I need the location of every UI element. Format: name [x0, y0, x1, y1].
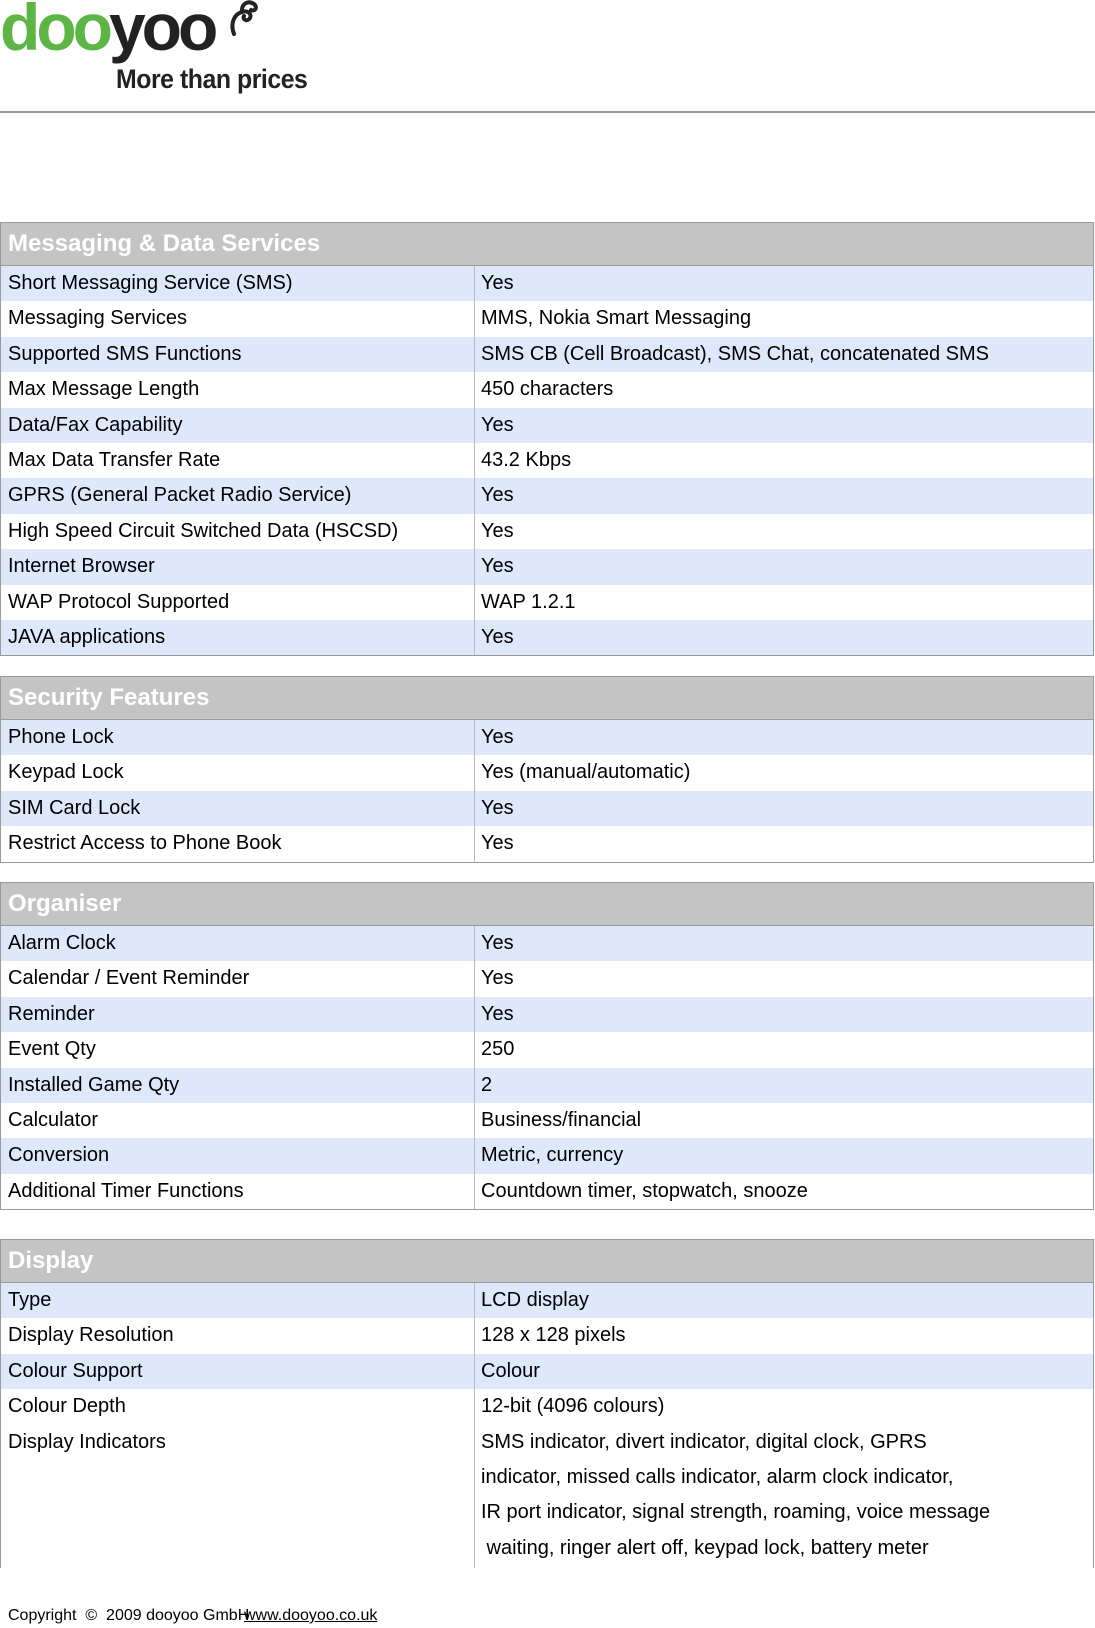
table-row: [1, 620, 1093, 655]
spec-value: Yes: [481, 832, 514, 855]
section-title: Messaging & Data Services: [1, 223, 1093, 266]
spec-label: Max Message Length: [1, 372, 475, 407]
section-messaging-data: [0, 222, 1094, 656]
table-row: [1, 961, 1093, 996]
table-row: [1, 514, 1093, 549]
spec-value: LCD display: [481, 1289, 589, 1311]
logo-word-dark: yoo: [108, 0, 215, 64]
spec-label: WAP Protocol Supported: [1, 585, 475, 620]
spec-label: Type: [1, 1283, 475, 1318]
table-row: [1, 1318, 1093, 1353]
spec-rows: [1, 266, 1093, 655]
spec-value-line: IR port indicator, signal strength, roaming, voice message: [481, 1501, 991, 1524]
spec-label: Colour Support: [1, 1354, 475, 1389]
section-organiser: [0, 882, 1094, 1210]
spec-value: 43.2 Kbps: [481, 448, 572, 471]
spec-value: Business/financial: [481, 1108, 642, 1131]
spec-label: Internet Browser: [1, 549, 475, 584]
logo-swirl-icon: [228, 0, 258, 36]
dooyoo-link[interactable]: www.dooyoo.co.uk: [244, 1607, 378, 1624]
table-row: [1, 301, 1093, 336]
spec-label: Messaging Services: [1, 301, 475, 336]
spec-value: Yes: [481, 555, 514, 578]
spec-value: Countdown timer, stopwatch, snooze: [481, 1179, 808, 1202]
spec-label: Additional Timer Functions: [1, 1174, 475, 1209]
spec-label: Max Data Transfer Rate: [1, 443, 475, 478]
table-row: [1, 1354, 1093, 1389]
table-row-display-indicators: [1, 1425, 1093, 1568]
table-row: [1, 997, 1093, 1032]
spec-label: Short Messaging Service (SMS): [1, 266, 475, 301]
spec-value: Yes: [481, 726, 514, 748]
table-row: [1, 585, 1093, 620]
section-title: Organiser: [1, 883, 1093, 926]
table-row: [1, 372, 1093, 407]
table-row: [1, 408, 1093, 443]
table-row: [1, 826, 1093, 861]
spec-value: 250: [481, 1038, 515, 1061]
spec-label: Reminder: [1, 997, 475, 1032]
spec-label: Colour Depth: [1, 1389, 475, 1424]
spec-value: Yes: [481, 1002, 514, 1025]
logo-word-green: doo: [0, 0, 109, 64]
table-row: [1, 1103, 1093, 1138]
spec-label: Display Resolution: [1, 1318, 475, 1353]
spec-label: Event Qty: [1, 1032, 475, 1067]
spec-label: Keypad Lock: [1, 755, 475, 790]
spec-value: Yes: [481, 796, 514, 819]
spec-label: Calculator: [1, 1103, 475, 1138]
table-row: [1, 720, 1093, 755]
header-divider: [0, 111, 1095, 113]
section-display: [0, 1239, 1094, 1568]
section-title: Security Features: [1, 677, 1093, 720]
spec-value: Yes: [481, 625, 514, 648]
table-row: [1, 266, 1093, 301]
spec-value-line: indicator, missed calls indicator, alarm clock indicator,: [481, 1465, 954, 1488]
spec-label: Restrict Access to Phone Book: [1, 826, 475, 861]
spec-value: SMS CB (Cell Broadcast), SMS Chat, concatenated SMS: [481, 342, 989, 365]
table-row: [1, 478, 1093, 513]
table-row: [1, 549, 1093, 584]
spec-value: Yes: [481, 519, 514, 542]
dooyoo-logo[interactable]: [0, 0, 360, 104]
spec-label: Phone Lock: [1, 720, 475, 755]
spec-value: 128 x 128 pixels: [481, 1324, 626, 1347]
spec-value: Yes: [481, 967, 514, 990]
table-row: [1, 1174, 1093, 1209]
table-row: [1, 1068, 1093, 1103]
copyright-text: Copyright © 2009 dooyoo GmbH: [8, 1607, 250, 1624]
spec-value: Yes: [481, 484, 514, 507]
spec-value: 450 characters: [481, 378, 614, 401]
spec-value: Yes: [481, 932, 514, 954]
spec-value: Colour: [481, 1359, 540, 1382]
spec-rows: [1, 720, 1093, 862]
spec-value: Yes (manual/automatic): [481, 761, 691, 784]
table-row: [1, 1283, 1093, 1318]
table-row: [1, 791, 1093, 826]
spec-label: Calendar / Event Reminder: [1, 961, 475, 996]
spec-value: Yes: [481, 413, 514, 436]
table-row: [1, 755, 1093, 790]
spec-label: SIM Card Lock: [1, 791, 475, 826]
table-row: [1, 1389, 1093, 1424]
spec-value: Yes: [481, 272, 514, 294]
spec-label: High Speed Circuit Switched Data (HSCSD): [1, 514, 475, 549]
spec-label: GPRS (General Packet Radio Service): [1, 478, 475, 513]
spec-rows: [1, 1283, 1093, 1568]
spec-value: 2: [481, 1073, 493, 1096]
table-row: [1, 1032, 1093, 1067]
spec-value: WAP 1.2.1: [481, 590, 576, 613]
table-row: [1, 926, 1093, 961]
spec-value-line: waiting, ringer alert off, keypad lock, battery meter: [481, 1536, 929, 1559]
logo-wordmark: [0, 0, 215, 64]
spec-value: Metric, currency: [481, 1144, 624, 1167]
table-row: [1, 337, 1093, 372]
logo-tagline: More than prices: [116, 64, 308, 94]
spec-label: Display Indicators: [1, 1425, 475, 1568]
page-footer: [8, 1607, 378, 1625]
table-row: [1, 443, 1093, 478]
table-row: [1, 1138, 1093, 1173]
spec-value: MMS, Nokia Smart Messaging: [481, 307, 752, 330]
spec-rows: [1, 926, 1093, 1209]
spec-value: 12-bit (4096 colours): [481, 1395, 665, 1418]
spec-label: Data/Fax Capability: [1, 408, 475, 443]
spec-value-line: SMS indicator, divert indicator, digital clock, GPRS: [481, 1430, 927, 1453]
spec-label: Installed Game Qty: [1, 1068, 475, 1103]
spec-value: [475, 1425, 990, 1568]
spec-label: JAVA applications: [1, 620, 475, 655]
section-security-features: [0, 676, 1094, 863]
spec-label: Alarm Clock: [1, 926, 475, 961]
spec-label: Supported SMS Functions: [1, 337, 475, 372]
spec-label: Conversion: [1, 1138, 475, 1173]
section-title: Display: [1, 1240, 1093, 1283]
